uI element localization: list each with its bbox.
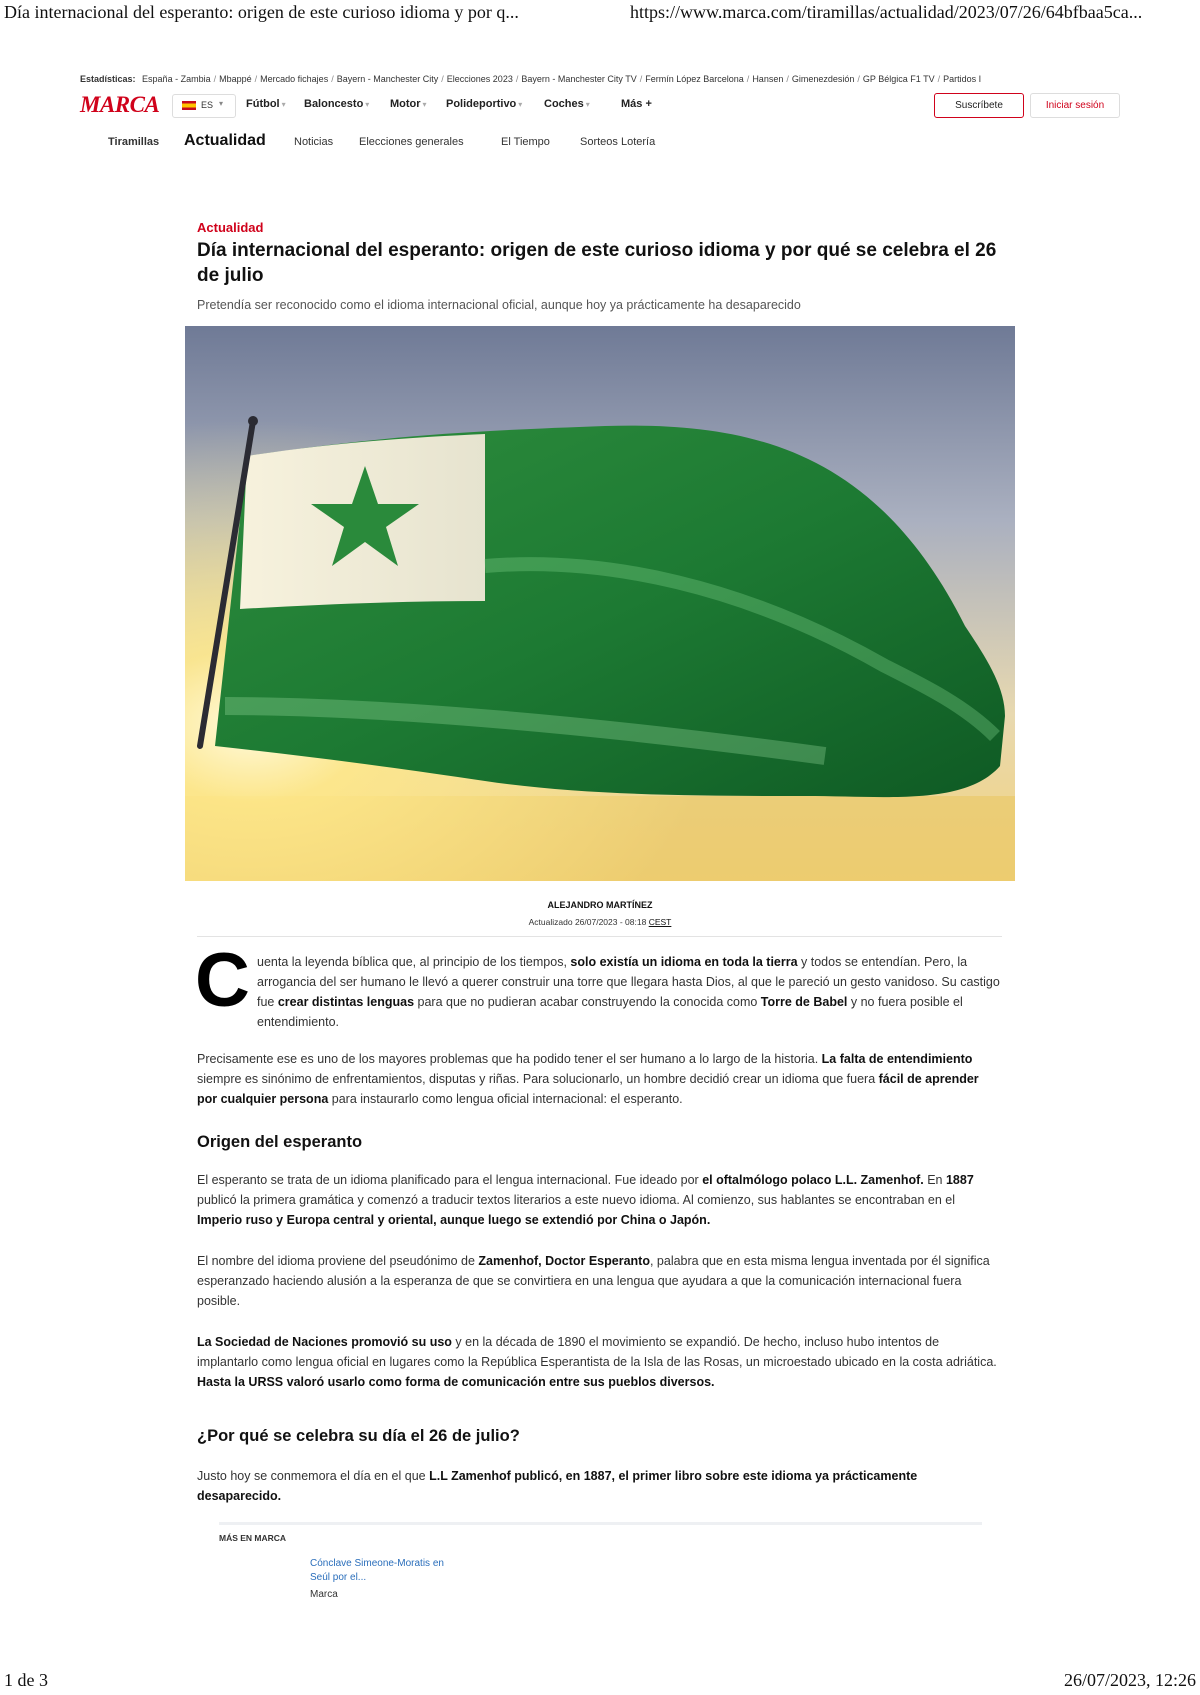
more-in-marca-source: Marca (310, 1589, 338, 1600)
nav-item-mas[interactable]: Más + (621, 98, 652, 110)
article-title: Día internacional del esperanto: origen de este curioso idioma y por qué se celebra el 26 de julio (197, 240, 997, 286)
timezone-abbr: CEST (648, 917, 672, 927)
trending-item[interactable]: Partidos I (943, 74, 982, 84)
spain-flag-icon (182, 101, 196, 110)
heading-origin: Origen del esperanto (197, 1133, 363, 1151)
trending-item[interactable]: Hansen (752, 74, 784, 84)
nav-item-coches[interactable]: Coches ▾ (544, 98, 590, 110)
chevron-down-icon: ▾ (518, 100, 523, 109)
edition-selector[interactable] (172, 94, 236, 118)
trending-item[interactable]: Mercado fichajes (260, 74, 329, 84)
trending-item[interactable]: Elecciones 2023 (446, 74, 513, 84)
trending-separator: / (639, 74, 643, 84)
trending-separator: / (331, 74, 334, 84)
article-kicker[interactable]: Actualidad (197, 220, 264, 235)
esperanto-flag-image (185, 326, 1015, 881)
subscribe-button[interactable]: Suscríbete (934, 93, 1024, 118)
trending-item[interactable]: Bayern - Manchester City TV (521, 74, 637, 84)
subnav-item-loteria[interactable]: Sorteos Lotería (580, 136, 656, 148)
dropcap: C (195, 938, 250, 1023)
more-divider (219, 1522, 982, 1525)
paragraph-3: El esperanto se trata de un idioma planificado para el lengua internacional. Fue ideado por el oftalmólogo polaco L.L. Zamenhof. En 1887 publicó la primera gramática y comenzó a traducir textos literarios a este nuevo idioma. Al comienzo, sus hablantes se encontraban en el Imperio ruso y Europa central y oriental, aunque luego se extendió por China o Japón. (197, 1173, 974, 1227)
login-button[interactable]: Iniciar sesión (1030, 93, 1120, 118)
nav-item-motor[interactable]: Motor ▾ (390, 98, 427, 110)
section-nav (108, 134, 808, 154)
print-title: Día internacional del esperanto: origen de este curioso idioma y por q... (4, 2, 519, 22)
chevron-down-icon: ▾ (365, 100, 370, 109)
article-updated: Actualizado 26/07/2023 - 08:18 CEST (528, 917, 672, 927)
subnav-section-actualidad[interactable]: Actualidad (184, 132, 266, 149)
article-author[interactable]: ALEJANDRO MARTÍNEZ (547, 900, 653, 910)
more-in-marca-label: MÁS EN MARCA (219, 1533, 287, 1543)
nav-item-baloncesto[interactable]: Baloncesto ▾ (304, 98, 370, 110)
trending-item[interactable]: Gimenezdesión (791, 74, 855, 84)
trending-label: Estadísticas: (80, 74, 136, 84)
subnav-item-noticias[interactable]: Noticias (294, 136, 334, 148)
paragraph-5: La Sociedad de Naciones promovió su uso y en la década de 1890 el movimiento se expandió. De hecho, incluso hubo intentos de implantarlo como lengua oficial en lugares como la República Esperantista de la Isla de las Rosas, un microestado ubicado en la costa adriática. Hasta la URSS valoró usarlo como forma de comunicación entre sus pueblos diversos. (197, 1335, 997, 1389)
print-url: https://www.marca.com/tiramillas/actualidad/2023/07/26/64bfbaa5ca... (630, 2, 1143, 22)
trending-item[interactable]: España - Zambia (142, 74, 211, 84)
main-nav (80, 92, 1120, 120)
paragraph-2: Precisamente ese es uno de los mayores problemas que ha podido tener el ser humano a lo largo de la historia. La falta de entendimiento siempre es sinónimo de enfrentamientos, disputas y riñas. Para solucionarlo, un hombre decidió crear un idioma que fuera fácil de aprender por cualquier persona para instaurarlo como lengua oficial internacional: el esperanto. (197, 1052, 979, 1106)
trending-separator: / (857, 74, 860, 84)
chevron-down-icon: ▾ (219, 99, 224, 108)
divider (197, 936, 1002, 937)
print-footer (0, 1670, 1200, 1694)
trending-separator: / (213, 74, 217, 84)
trending-separator: / (441, 74, 444, 84)
trending-separator: / (746, 74, 750, 84)
print-header (0, 2, 1200, 26)
page-number: 1 de 3 (4, 1670, 48, 1690)
marca-logo[interactable]: MARCA (80, 92, 160, 117)
subnav-item-tiempo[interactable]: El Tiempo (501, 136, 550, 148)
chevron-down-icon: ▾ (585, 100, 590, 109)
trending-separator: / (937, 74, 941, 84)
nav-item-polideportivo[interactable]: Polideportivo ▾ (446, 98, 523, 110)
edition-code: ES (201, 100, 214, 110)
paragraph-4: El nombre del idioma proviene del pseudónimo de Zamenhof, Doctor Esperanto, palabra que en esta misma lengua inventada por él significa esperanzado haciendo alusión a la esperanza de que se convirtiera en una lengua que ayudara a que la comunicación internacional fuera posible. (197, 1254, 990, 1308)
chevron-down-icon: ▾ (422, 100, 427, 109)
trending-item[interactable]: Bayern - Manchester City (336, 74, 439, 84)
chevron-down-icon: ▾ (281, 100, 286, 109)
subnav-item-elecciones[interactable]: Elecciones generales (359, 136, 464, 148)
trending-item[interactable]: Mbappé (219, 74, 252, 84)
print-datetime: 26/07/2023, 12:26 (1063, 1670, 1196, 1690)
paragraph-6: Justo hoy se conmemora el día en el que L.L Zamenhof publicó, en 1887, el primer libro sobre este idioma ya prácticamente desaparecido. (197, 1469, 918, 1503)
trending-separator: / (254, 74, 258, 84)
trending-separator: / (515, 74, 519, 84)
trending-item[interactable]: Fermín López Barcelona (645, 74, 744, 84)
nav-item-futbol[interactable]: Fútbol ▾ (246, 98, 286, 110)
heading-why: ¿Por qué se celebra su día el 26 de julio? (197, 1427, 520, 1445)
trending-item[interactable]: GP Bélgica F1 TV (862, 74, 935, 84)
paragraph-1: uenta la leyenda bíblica que, al principio de los tiempos, solo existía un idioma en toda la tierra y todos se entendían. Pero, la arrogancia del ser humano le llevó a querer construir una torre que llegara hasta Dios, al que le pareció un gesto vanidoso. Su castigo fue crear distintas lenguas para que no pudieran acabar construyendo la conocida como Torre de Babel y no fuera posible el entendimiento. (257, 955, 1000, 1029)
trending-bar (80, 74, 1090, 84)
subnav-brand-tiramillas[interactable]: Tiramillas (108, 136, 160, 148)
trending-separator: / (786, 74, 789, 84)
article-subtitle: Pretendía ser reconocido como el idioma internacional oficial, aunque hoy ya prácticamente ha desaparecido (197, 298, 801, 312)
more-in-marca-link[interactable]: Cónclave Simeone-Moratis en Seúl por el... (310, 1558, 444, 1583)
